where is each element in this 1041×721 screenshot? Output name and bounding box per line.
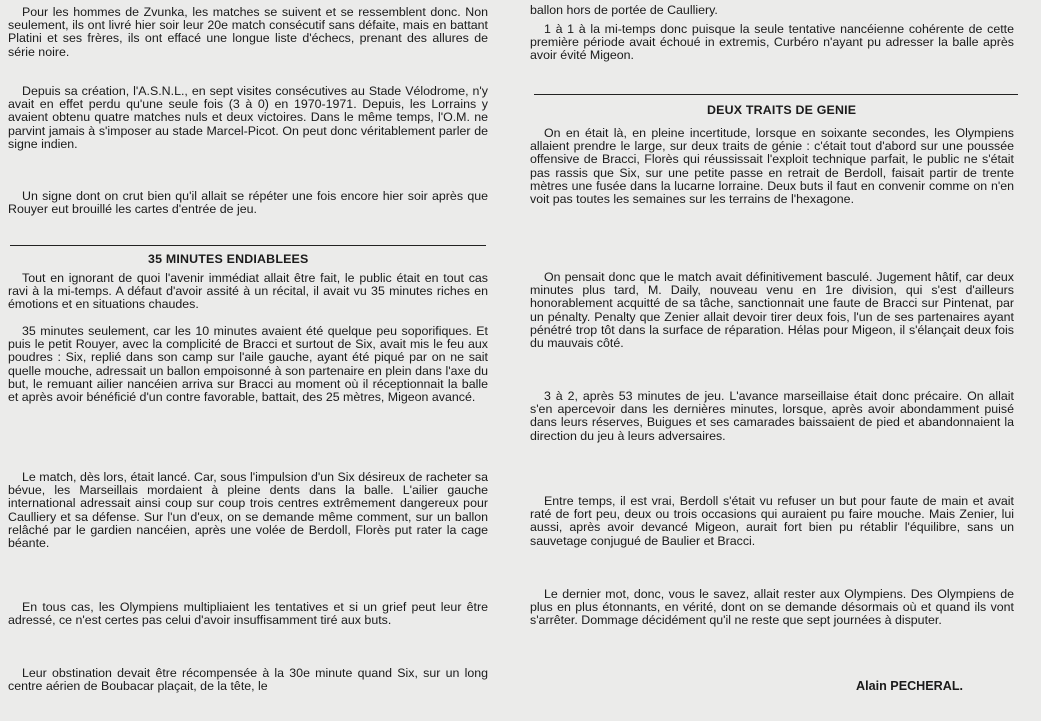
left-paragraph-1: Pour les hommes de Zvunka, les matches se suivent et se ressemblent donc. Non seulement, ils ont livré hier soir leur 20e match consécutif sans défaite, mais en battant Platini et ses frères, ils ont effacé une longue liste d'échecs, prenant des allures de série noire. [8, 5, 488, 59]
right-paragraph-5: 3 à 2, après 53 minutes de jeu. L'avance marseillaise était donc précaire. On allait s'en apercevoir dans les dernières minutes, lorsque, après avoir abondamment puisé dans leurs réserves, Buigues et ses camarades baissaient de pied et abandonnaient la direction du jeu à leurs adversaires. [530, 389, 1014, 443]
right-paragraph-6: Entre temps, il est vrai, Berdoll s'était vu refuser un but pour faute de main et avait raté de fort peu, deux ou trois occasions qui auraient pu faire mouche. Mais Zenier, lui aussi, après avoir devancé Migeon, aurait fort bien pu rétablir l'équilibre, sans un sauvetage conjugué de Baulier et Bracci. [530, 494, 1014, 548]
right-paragraph-3: On en était là, en pleine incertitude, lorsque en soixante secondes, les Olympiens allaient prendre le large, sur deux traits de génie : c'était tout d'abord sur une poussée offensive de Bracci, Florès qui réussissait l'exploit technique parfait, le public ne s'était pas rassis que Six, sur une petite passe en retrait de Berdoll, faisait partir de trente mètres une fusée dans la lucarne lorraine. Deux buts il faut en convenir comme on n'en voit pas toutes les semaines sur les terrains de l'hexagone. [530, 126, 1014, 207]
section-rule-left [10, 245, 486, 246]
left-paragraph-4: Tout en ignorant de quoi l'avenir immédiat allait être fait, le public était en tout cas ravi à la mi-temps. A défaut d'avoir assité à un récital, il avait vu 35 minutes riches en émotions et en situations chaudes. [8, 271, 488, 312]
section-rule-right [534, 94, 1018, 95]
left-paragraph-6: Le match, dès lors, était lancé. Car, sous l'impulsion d'un Six désireux de racheter sa bévue, les Marseillais mordaient à pleine dents dans la balle. L'ailier gauche international adressait ainsi coup sur coup trois centres extrêmement dangereux pour Caulliery et sa défense. Sur l'un d'eux, on se demande même comment, sur un ballon relâché par le gardien nancéien, après une volée de Berdoll, Florès put rater la cage béante. [8, 470, 488, 551]
section-title-35-minutes: 35 MINUTES ENDIABLEES [148, 252, 309, 266]
left-paragraph-5: 35 minutes seulement, car les 10 minutes avaient été quelque peu soporifiques. Et puis le petit Rouyer, avec la complicité de Bracci et surtout de Six, avait mis le feu aux poudres : Six, replié dans son camp sur l'aile gauche, ayant été piqué par on ne sait quelle mouche, adressait un ballon empoisonné à son partenaire en plein dans l'axe du but, le remuant ailier nancéien arriva sur Bracci au moment où il réceptionnait la balle et après avoir bénéficié d'un contre favorable, battait, des 25 mètres, Migeon avancé. [8, 324, 488, 405]
author-byline: Alain PECHERAL. [856, 679, 964, 693]
right-paragraph-1: ballon hors de portée de Caulliery. [530, 3, 718, 17]
left-paragraph-8: Leur obstination devait être récompensée à la 30e minute quand Six, sur un long centre aérien de Boubacar plaçait, de la tête, le [8, 666, 488, 694]
right-paragraph-4: On pensait donc que le match avait définitivement basculé. Jugement hâtif, car deux minutes plus tard, M. Daily, nouveau venu en 1re division, qui s'est d'ailleurs honorablement acquitté de sa tâche, sanctionnait une faute de Bracci sur Pintenat, par un pénalty. Penalty que Zenier allait devoir tirer deux fois, l'un de ses partenaires ayant pénétré trop tôt dans la surface de réparation. Hélas pour Migeon, il s'élançait deux fois du mauvais côté. [530, 270, 1014, 351]
right-paragraph-7: Le dernier mot, donc, vous le savez, allait rester aux Olympiens. Des Olympiens de plus en plus étonnants, en vérité, dont on se demande désormais où et quand ils vont s'arrêter. Dommage décidément qu'il ne reste que sept journées à disputer. [530, 587, 1014, 628]
section-title-deux-traits: DEUX TRAITS DE GENIE [707, 103, 857, 117]
left-paragraph-3: Un signe dont on crut bien qu'il allait se répéter une fois encore hier soir après que Rouyer eut brouillé les cartes d'entrée de jeu. [8, 189, 488, 217]
right-paragraph-2: 1 à 1 à la mi-temps donc puisque la seule tentative nancéienne cohérente de cette première période avait échoué in extremis, Curbéro n'ayant pu adresser la balle après avoir évité Migeon. [530, 22, 1014, 63]
left-paragraph-2: Depuis sa création, l'A.S.N.L., en sept visites consécutives au Stade Vélodrome, n'y avait en effet perdu qu'une seule fois (3 à 0) en 1970-1971. Depuis, les Lorrains y avaient obtenu quatre matches nuls et deux victoires. Dans le même temps, l'O.M. ne parvint jamais à s'imposer au stade Marcel-Picot. On peut donc véritablement parler de signe indien. [8, 84, 488, 151]
left-paragraph-7: En tous cas, les Olympiens multipliaient les tentatives et si un grief peut leur être adressé, ce n'est certes pas celui d'avoir insuffisamment tiré aux buts. [8, 600, 488, 628]
